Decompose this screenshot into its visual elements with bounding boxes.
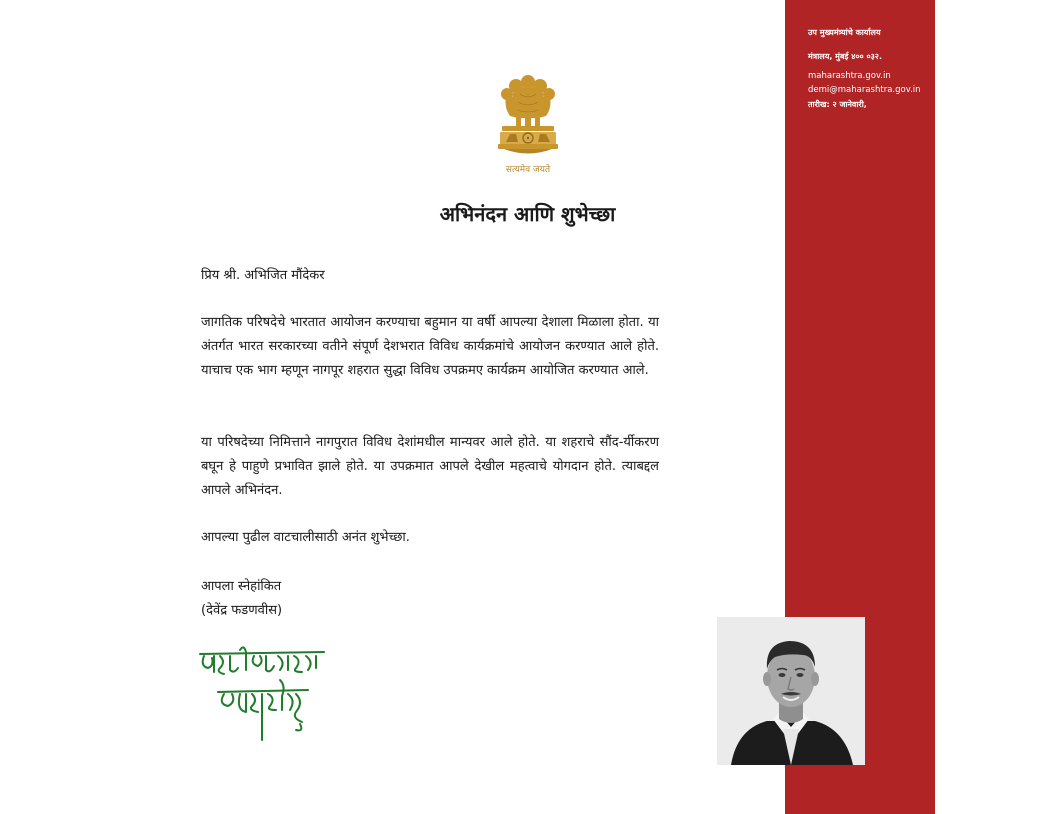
handwritten-signature	[196, 640, 336, 750]
letter-title: अभिनंदन आणि शुभेच्छा	[439, 202, 616, 226]
closing-phrase: आपला स्नेहांकित	[201, 579, 282, 594]
paragraph-1: जागतिक परिषदेचे भारतात आयोजन करण्याचा बहुमान या वर्षी आपल्या देशाला मिळाला होता. या अंतर्गत भारत सरकारच्या वतीने संपूर्ण देशभरात विविध कार्यक्रमांचे आयोजन करण्यात आले होते. याचाच एक भाग म्हणून नागपूर शहरात सुद्धा विविध उपक्रमए कार्यक्रम आयोजित करण्यात आले.	[201, 315, 659, 378]
paragraph-2: या परिषदेच्या निमित्ताने नागपुरात विविध देशांमधील मान्यवर आले होते. या शहराचे सौंद-र्यीकरण बघून हे पाहुणे प्रभावित झाले होते. या उपक्रमात आपले देखील महत्वाचे योगदान होते. त्याबद्दल आपले अभिनंदन.	[201, 435, 659, 498]
office-address: मंत्रालय, मुंबई ४०० ०३२.	[808, 52, 883, 61]
salutation: प्रिय श्री. अभिजित मौंदेकर	[201, 268, 325, 283]
office-info	[808, 26, 933, 112]
office-email: demi@maharashtra.gov.in	[808, 85, 921, 95]
wishes-line: आपल्या पुढील वाटचालीसाठी अनंत शुभेच्छा.	[201, 530, 410, 545]
emblem-motto: सत्यमेव जयते	[505, 165, 551, 175]
office-department: उप मुख्यमंत्र्यांचे कार्यालय	[808, 28, 881, 37]
letter-date: तारीख: २ जानेवारी,	[808, 100, 867, 109]
office-website: maharashtra.gov.in	[808, 71, 891, 81]
closing-block	[201, 575, 659, 623]
portrait-photo	[717, 617, 865, 765]
signatory-name: (देवेंद्र फडणवीस)	[201, 603, 283, 618]
